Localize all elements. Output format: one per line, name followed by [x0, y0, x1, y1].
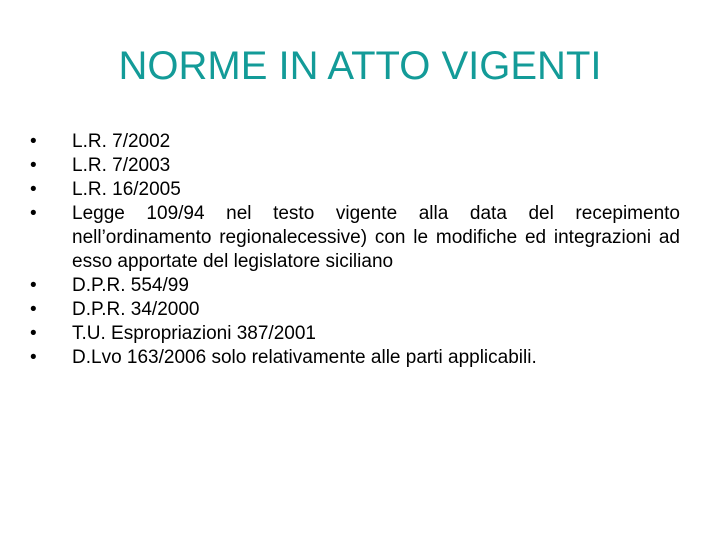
list-item	[30, 322, 680, 346]
list-item	[30, 130, 680, 154]
bullet-list	[30, 130, 680, 370]
list-item-text: D.P.R. 554/99	[72, 275, 189, 296]
list-item-text: T.U. Espropriazioni 387/2001	[72, 323, 316, 344]
bullet-icon: •	[30, 155, 37, 176]
slide-title: NORME IN ATTO VIGENTI	[118, 44, 602, 88]
list-item-text: L.R. 16/2005	[72, 179, 181, 200]
list-item	[30, 346, 680, 370]
list-item-text: D.Lvo 163/2006 solo relativamente alle parti applicabili.	[72, 347, 537, 368]
list-item-text: Legge 109/94 nel testo vigente alla data del recepimento nell’ordinamento regionalecessive) con le modifiche ed integrazioni ad esso apportate del legislatore siciliano	[72, 203, 680, 272]
bullet-icon: •	[30, 323, 37, 344]
bullet-icon: •	[30, 275, 37, 296]
list-item-text: L.R. 7/2002	[72, 131, 171, 152]
list-item	[30, 298, 680, 322]
list-item-text: D.P.R. 34/2000	[72, 299, 200, 320]
bullet-icon: •	[30, 179, 37, 200]
list-item	[30, 274, 680, 298]
list-item-text: L.R. 7/2003	[72, 155, 171, 176]
list-item	[30, 178, 680, 202]
bullet-icon: •	[30, 131, 37, 152]
bullet-icon: •	[30, 203, 37, 224]
bullet-icon: •	[30, 347, 37, 368]
bullet-icon: •	[30, 299, 37, 320]
list-item	[30, 154, 680, 178]
list-item	[30, 202, 680, 274]
